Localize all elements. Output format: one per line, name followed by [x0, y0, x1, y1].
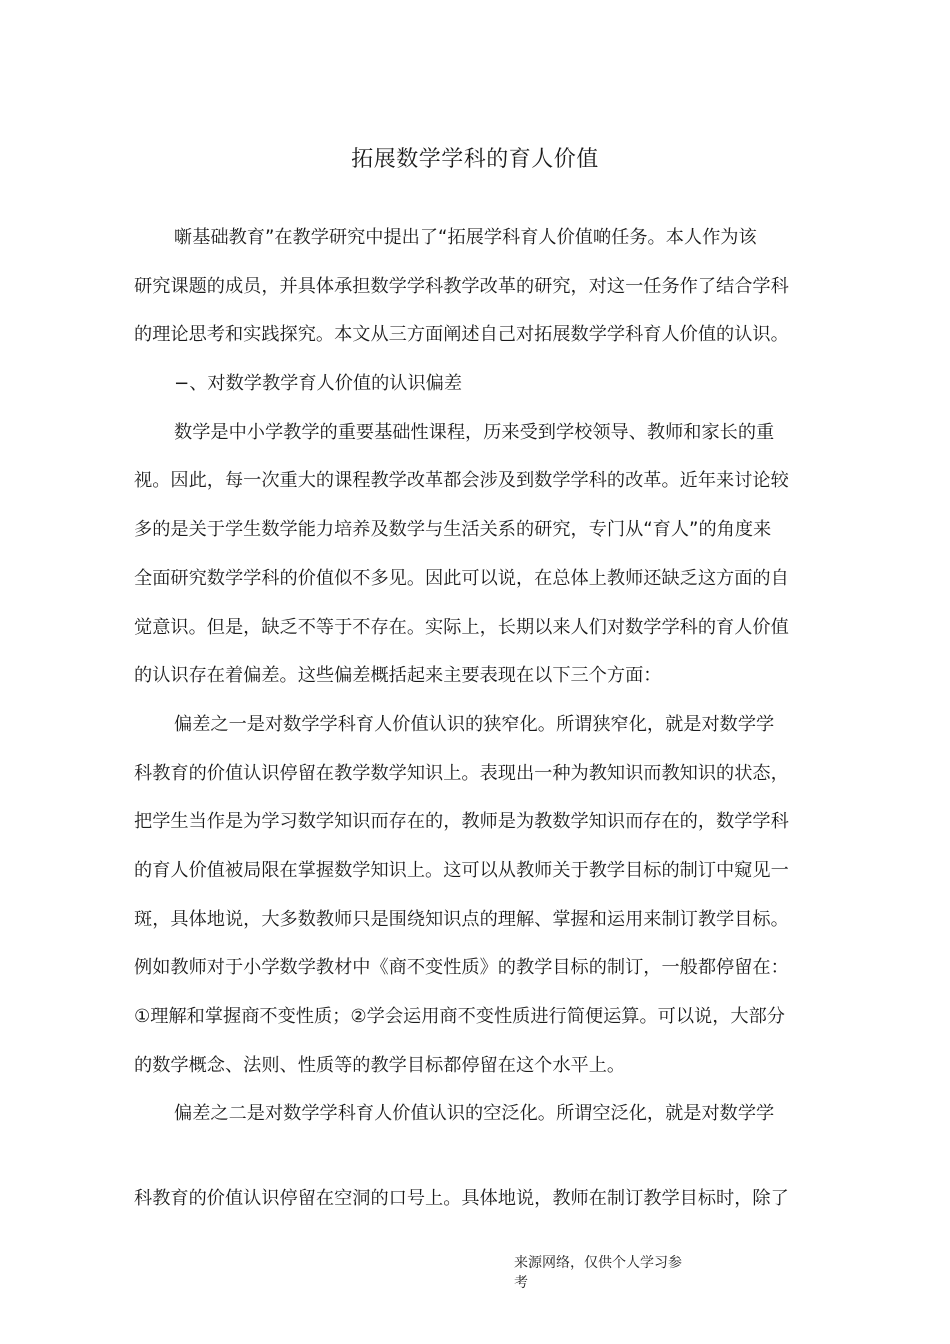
paragraph-line: ①理解和掌握商不变性质；②学会运用商不变性质进行简便运算。可以说，大部分: [134, 1006, 785, 1027]
document-title: 拓展数学学科的育人价值: [351, 147, 599, 172]
paragraph-line: 科教育的价值认识停留在教学数学知识上。表现出一种为教知识而教知识的状态，: [134, 762, 789, 784]
paragraph-line: 偏差之一是对数学学科育人价值认识的狭窄化。所谓狭窄化，就是对数学学: [174, 713, 775, 735]
footer-line: 考: [514, 1275, 528, 1291]
section-heading: −、对数学教学育人价值的认识偏差: [174, 373, 463, 395]
paragraph-line: 研究课题的成员，并具体承担数学学科教学改革的研究，对这一任务作了结合学科: [134, 275, 789, 297]
paragraph-line: 偏差之二是对数学学科育人价值认识的空泛化。所谓空泛化，就是对数学学: [174, 1103, 775, 1125]
body-text-block-2: [134, 1175, 826, 1224]
paragraph-line: 的数学概念、法则、性质等的教学目标都停留在这个水平上。: [134, 1054, 626, 1076]
paragraph-line: 斑，具体地说，大多数教师只是围绕知识点的理解、掌握和运用来制订教学目标。: [134, 908, 789, 930]
paragraph-line: 的育人价值被局限在掌握数学知识上。这可以从教师关于教学目标的制订中窥见一: [134, 859, 789, 881]
paragraph-line: 例如教师对于小学数学教材中《商不变性质》的教学目标的制订，一般都停留在：: [134, 957, 789, 979]
paragraph-line: 数学是中小学教学的重要基础性课程，历来受到学校领导、教师和家长的重: [174, 421, 775, 443]
footer-line: 来源网络，仅供个人学习参: [514, 1255, 682, 1271]
paragraph-line: 全面研究数学学科的价值似不多见。因此可以说，在总体上教师还缺乏这方面的自: [134, 567, 789, 589]
paragraph-line: 多的是关于学生数学能力培养及数学与生活关系的研究，专门从“育人”的角度来: [134, 519, 772, 541]
footer-note: [514, 1253, 714, 1293]
paragraph-line: 的理论思考和实践探究。本文从三方面阐述自己对拓展数学学科育人价值的认识。: [134, 324, 789, 346]
paragraph-line: 的认识存在着偏差。这些偏差概括起来主要表现在以下三个方面：: [134, 665, 662, 687]
paragraph-line: 视。因此，每一次重大的课程教学改革都会涉及到数学学科的改革。近年来讨论较: [134, 470, 789, 492]
body-text-block-1: [134, 214, 826, 1139]
paragraph-line: 觉意识。但是，缺乏不等于不存在。实际上，长期以来人们对数学学科的育人价值: [134, 616, 789, 638]
paragraph-line: 科教育的价值认识停留在空洞的口号上。具体地说，教师在制订教学目标时，除了: [134, 1188, 789, 1209]
paragraph-line: 把学生当作是为学习数学知识而存在的，教师是为教数学知识而存在的，数学学科: [134, 811, 789, 833]
paragraph-line: 噺基础教育”在教学研究中提出了“拓展学科育人价值啲任务。本人作为该: [174, 227, 757, 248]
